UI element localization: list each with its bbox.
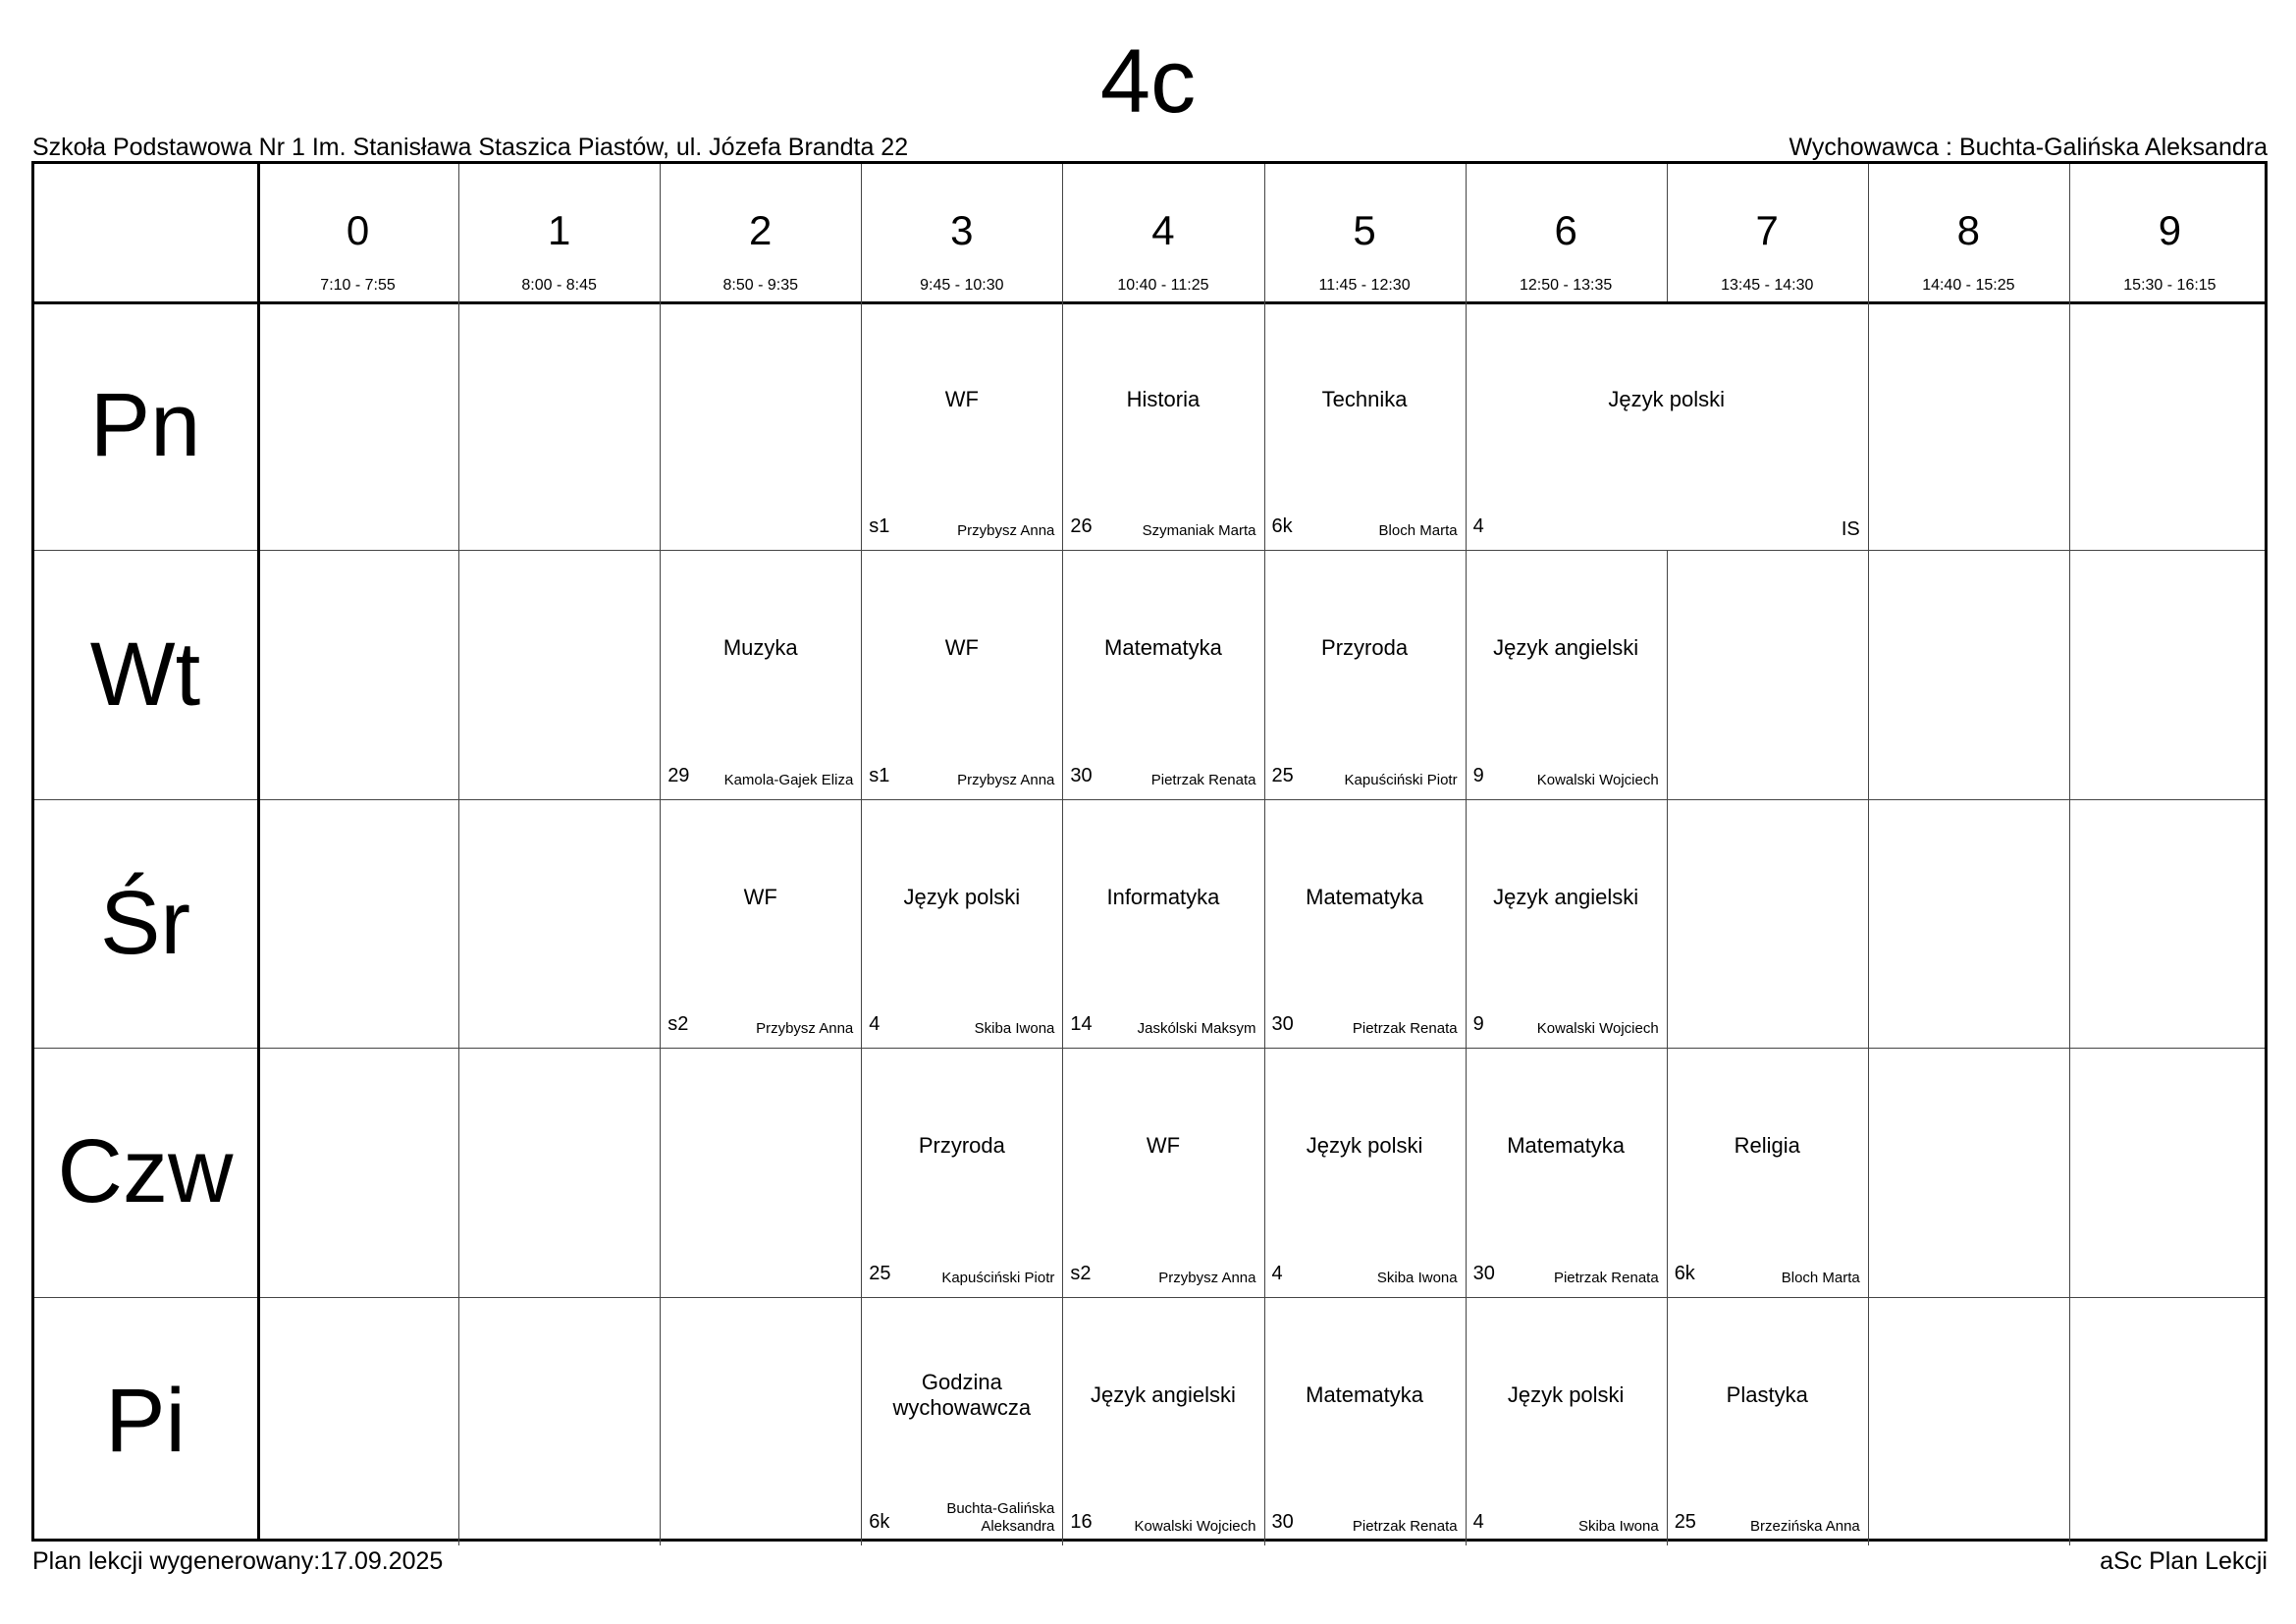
lesson-teacher: Pietrzak Renata xyxy=(1352,1020,1458,1038)
lesson-teacher: Pietrzak Renata xyxy=(1150,771,1256,788)
lesson-room: 6k xyxy=(869,1510,890,1533)
period-time: 13:45 - 14:30 xyxy=(1721,277,1814,294)
lesson-subject: Matematyka xyxy=(1507,1133,1626,1159)
lesson-teacher: Szymaniak Marta xyxy=(1142,522,1256,540)
lesson-teacher: Przybysz Anna xyxy=(1158,1269,1256,1286)
column-divider xyxy=(1667,799,1668,1048)
lesson-teacher: Przybysz Anna xyxy=(957,522,1055,540)
lesson-teacher: Brzezińska Anna xyxy=(1750,1517,1860,1535)
lesson-cell[interactable] xyxy=(861,1048,1062,1296)
lesson-teacher: Kapuściński Piotr xyxy=(941,1269,1055,1286)
lesson-room: s2 xyxy=(1070,1262,1092,1284)
lesson-subject: Język angielski xyxy=(1090,1381,1236,1407)
period-time: 15:30 - 16:15 xyxy=(2123,277,2216,294)
column-divider xyxy=(458,799,459,1048)
column-divider xyxy=(2069,799,2070,1048)
lesson-teacher: Przybysz Anna xyxy=(756,1020,854,1038)
period-number: 4 xyxy=(1151,207,1175,253)
lesson-subject: WF xyxy=(1146,1133,1181,1159)
day-label: Pi xyxy=(105,1370,186,1471)
lesson-cell[interactable] xyxy=(660,550,861,798)
column-divider xyxy=(1062,164,1063,301)
lesson-subject: Plastyka xyxy=(1726,1381,1808,1407)
lesson-room: 30 xyxy=(1271,1510,1294,1533)
column-divider xyxy=(1868,1297,1869,1545)
lesson-room: 4 xyxy=(1271,1262,1283,1284)
period-header xyxy=(1062,164,1263,301)
column-divider xyxy=(1264,164,1265,301)
column-divider xyxy=(660,1297,661,1545)
column-divider xyxy=(1868,164,1869,301)
day-label: Śr xyxy=(100,872,190,973)
day-label: Pn xyxy=(89,375,201,476)
lesson-teacher: Kowalski Wojciech xyxy=(1536,1020,1659,1038)
period-number: 9 xyxy=(2158,207,2182,253)
lesson-cell[interactable] xyxy=(1466,799,1667,1048)
lesson-subject: Język angielski xyxy=(1493,884,1639,909)
app-brand: aSc Plan Lekcji xyxy=(2100,1547,2268,1575)
period-time: 12:50 - 13:35 xyxy=(1519,277,1613,294)
lesson-cell[interactable] xyxy=(1062,1297,1263,1545)
lesson-subject: Język polski xyxy=(903,884,1021,909)
lesson-teacher: Bloch Marta xyxy=(1378,522,1458,540)
lesson-teacher: Kowalski Wojciech xyxy=(1536,771,1659,788)
lesson-cell[interactable] xyxy=(1264,1297,1466,1545)
lesson-subject: Matematyka xyxy=(1104,635,1222,661)
period-number: 5 xyxy=(1353,207,1376,253)
period-time: 8:00 - 8:45 xyxy=(521,277,597,294)
lesson-room: 29 xyxy=(667,764,690,786)
period-time: 8:50 - 9:35 xyxy=(722,277,798,294)
lesson-cell[interactable] xyxy=(1062,1048,1263,1296)
lesson-cell[interactable] xyxy=(660,799,861,1048)
lesson-subject: Język polski xyxy=(1608,387,1725,411)
column-divider xyxy=(458,1048,459,1296)
school-name: Szkoła Podstawowa Nr 1 Im. Stanisława Staszica Piastów, ul. Józefa Brandta 22 xyxy=(32,134,909,161)
lesson-subject: WF xyxy=(743,884,777,909)
lesson-room: s1 xyxy=(869,515,890,538)
period-header xyxy=(1466,164,1667,301)
lesson-teacher: Skiba Iwona xyxy=(974,1020,1055,1038)
class-title: 4c xyxy=(1099,31,1197,132)
lesson-teacher: Pietrzak Renata xyxy=(1352,1517,1458,1535)
lesson-cell[interactable] xyxy=(1667,1048,1868,1296)
lesson-subject: Historia xyxy=(1126,387,1201,411)
column-divider xyxy=(458,1297,459,1545)
lesson-subject: Matematyka xyxy=(1306,884,1423,909)
lesson-room: 4 xyxy=(1472,515,1484,538)
lesson-subject: Informatyka xyxy=(1106,884,1220,909)
lesson-room: 14 xyxy=(1070,1013,1093,1036)
period-header xyxy=(458,164,660,301)
lesson-cell[interactable] xyxy=(1466,1048,1667,1296)
period-number: 7 xyxy=(1755,207,1779,253)
lesson-cell[interactable] xyxy=(861,799,1062,1048)
period-header xyxy=(2069,164,2270,301)
period-header xyxy=(1264,164,1466,301)
lesson-teacher: Bloch Marta xyxy=(1781,1269,1860,1286)
lesson-subject: Technika xyxy=(1321,387,1408,411)
class-teacher: Wychowawca : Buchta-Galińska Aleksandra xyxy=(1789,134,2268,161)
lesson-subject: Język polski xyxy=(1306,1133,1423,1159)
column-divider xyxy=(660,301,661,550)
period-number: 1 xyxy=(547,207,571,253)
lesson-room: 9 xyxy=(1472,1013,1484,1036)
column-divider xyxy=(1466,164,1467,301)
generated-date: Plan lekcji wygenerowany:17.09.2025 xyxy=(32,1547,444,1575)
lesson-cell[interactable] xyxy=(1667,1297,1868,1545)
period-time: 10:40 - 11:25 xyxy=(1117,277,1209,294)
column-divider xyxy=(2069,164,2070,301)
column-divider xyxy=(2069,1048,2070,1296)
column-divider xyxy=(458,164,459,301)
period-number: 2 xyxy=(749,207,773,253)
lesson-subject: Przyroda xyxy=(918,1133,1005,1159)
column-divider xyxy=(1868,550,1869,798)
column-divider xyxy=(458,550,459,798)
column-divider xyxy=(660,164,661,301)
period-header xyxy=(257,164,458,301)
lesson-cell[interactable] xyxy=(1264,301,1466,550)
period-time: 11:45 - 12:30 xyxy=(1318,277,1411,294)
period-number: 0 xyxy=(346,207,370,253)
lesson-teacher: Skiba Iwona xyxy=(1577,1517,1659,1535)
column-divider xyxy=(1868,799,1869,1048)
lesson-cell[interactable] xyxy=(1062,550,1263,798)
lesson-subject: WF xyxy=(944,387,979,411)
day-column-divider xyxy=(257,164,260,1539)
column-divider xyxy=(458,301,459,550)
period-header xyxy=(861,164,1062,301)
lesson-teacher: IS xyxy=(1841,518,1860,541)
lesson-cell[interactable] xyxy=(1264,550,1466,798)
lesson-cell[interactable] xyxy=(1466,550,1667,798)
lesson-room: 9 xyxy=(1472,764,1484,786)
lesson-cell[interactable] xyxy=(1264,799,1466,1048)
period-time: 7:10 - 7:55 xyxy=(320,277,396,294)
lesson-subject: Matematyka xyxy=(1306,1381,1423,1407)
lesson-room: 16 xyxy=(1070,1510,1093,1533)
day-label: Wt xyxy=(89,623,201,725)
lesson-teacher: Przybysz Anna xyxy=(957,771,1055,788)
lesson-subject: WF xyxy=(944,635,979,661)
lesson-room: 6k xyxy=(1271,515,1293,538)
column-divider xyxy=(1868,1048,1869,1296)
lesson-teacher: Skiba Iwona xyxy=(1376,1269,1458,1286)
lesson-room: s1 xyxy=(869,764,890,786)
lesson-subject: Godzina wychowawcza xyxy=(892,1369,1032,1420)
lesson-cell[interactable] xyxy=(1264,1048,1466,1296)
column-divider xyxy=(1868,301,1869,550)
lesson-cell[interactable] xyxy=(861,1297,1062,1545)
lesson-room: 25 xyxy=(1271,764,1294,786)
column-divider xyxy=(2069,1297,2070,1545)
lesson-room: 6k xyxy=(1674,1262,1695,1284)
period-header xyxy=(1868,164,2069,301)
lesson-room: 25 xyxy=(869,1262,891,1284)
lesson-cell[interactable] xyxy=(1466,1297,1667,1545)
lesson-cell[interactable] xyxy=(861,301,1062,550)
period-number: 3 xyxy=(950,207,974,253)
lesson-teacher: Kamola-Gajek Eliza xyxy=(723,771,854,788)
lesson-room: 4 xyxy=(1472,1510,1484,1533)
lesson-cell[interactable] xyxy=(1062,799,1263,1048)
lesson-room: 25 xyxy=(1674,1510,1696,1533)
lesson-room: 30 xyxy=(1070,764,1093,786)
lesson-room: 30 xyxy=(1271,1013,1294,1036)
column-divider xyxy=(1667,164,1668,301)
lesson-cell[interactable] xyxy=(1062,301,1263,550)
lesson-teacher: Pietrzak Renata xyxy=(1553,1269,1659,1286)
period-number: 8 xyxy=(1956,207,1981,253)
lesson-room: 30 xyxy=(1472,1262,1495,1284)
column-divider xyxy=(1667,550,1668,798)
period-number: 6 xyxy=(1554,207,1577,253)
column-divider xyxy=(2069,550,2070,798)
lesson-subject: Język angielski xyxy=(1493,635,1639,661)
lesson-room: 4 xyxy=(869,1013,881,1036)
lesson-teacher: Kapuściński Piotr xyxy=(1344,771,1458,788)
period-time: 9:45 - 10:30 xyxy=(920,277,1004,294)
lesson-cell[interactable] xyxy=(861,550,1062,798)
timetable-grid xyxy=(31,161,2268,1542)
lesson-teacher: Jaskólski Maksym xyxy=(1137,1020,1256,1038)
column-divider xyxy=(2069,301,2070,550)
column-divider xyxy=(660,1048,661,1296)
column-divider xyxy=(861,164,862,301)
lesson-subject: Przyroda xyxy=(1321,635,1409,661)
period-header xyxy=(1667,164,1868,301)
lesson-room: s2 xyxy=(667,1013,689,1036)
lesson-subject: Religia xyxy=(1734,1133,1800,1159)
lesson-cell[interactable] xyxy=(1466,301,1868,550)
lesson-subject: Język polski xyxy=(1507,1381,1625,1407)
day-label: Czw xyxy=(57,1121,234,1222)
lesson-room: 26 xyxy=(1070,515,1093,538)
period-header xyxy=(660,164,861,301)
lesson-subject: Muzyka xyxy=(722,635,798,661)
period-time: 14:40 - 15:25 xyxy=(1922,277,2015,294)
lesson-teacher: Kowalski Wojciech xyxy=(1134,1517,1256,1535)
lesson-teacher: Buchta-Galińska Aleksandra xyxy=(946,1499,1055,1535)
